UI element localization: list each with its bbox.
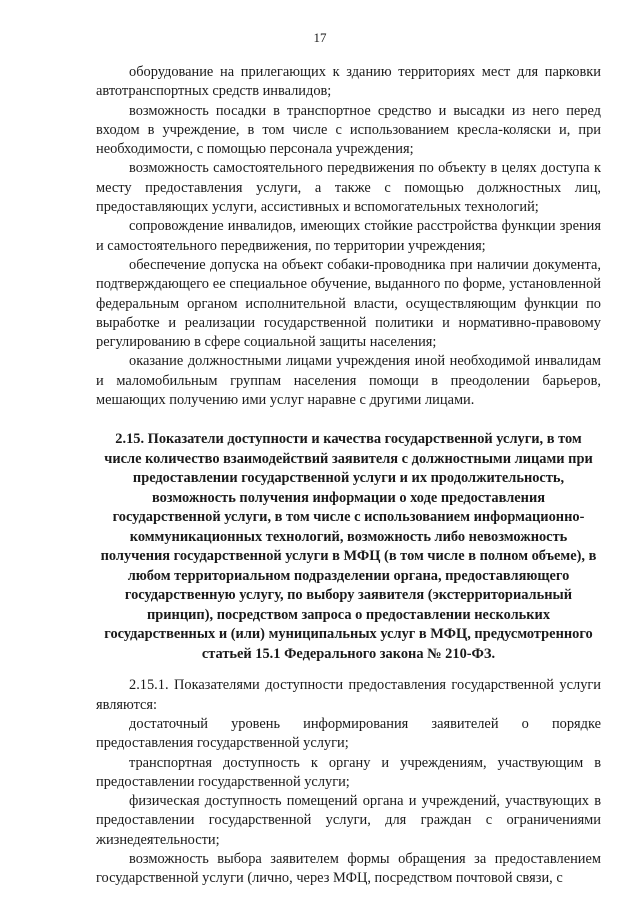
paragraph-transport-access: транспортная доступность к органу и учреждениям, участвующим в предоставлении государственной услуги; bbox=[96, 754, 601, 790]
document-body bbox=[96, 63, 601, 889]
paragraph-form-choice: возможность выбора заявителем формы обращения за предоставлением государственной услуги (лично, через МФЦ, посредством почтовой связи, с bbox=[96, 851, 601, 887]
paragraph-guide-dog: обеспечение допуска на объект собаки-проводника при наличии документа, подтверждающего ее специальное обучение, выданного по форме, установленной федеральным органом исполнительной власти, осуществляющим функции по выработке и реализации государственной политики и нормативно-правовому регулированию в сфере социальной защиты населения; bbox=[96, 256, 601, 351]
paragraph-2-15-1: 2.15.1. Показателями доступности предоставления государственной услуги являются: bbox=[96, 677, 601, 713]
paragraph-informing: достаточный уровень информирования заявителей о порядке предоставления государственной услуги; bbox=[96, 715, 601, 752]
paragraph-assistance: оказание должностными лицами учреждения иной необходимой инвалидам и маломобильным группам населения помощи в преодолении барьеров, мешающих получению ими услуг наравне с другими лицами. bbox=[96, 353, 601, 409]
paragraph-independent-movement: возможность самостоятельного передвижения по объекту в целях доступа к месту предоставления услуги, а также с помощью должностных лиц, предоставляющих услуги, ассистивных и вспомогательных технологий; bbox=[96, 160, 601, 216]
paragraph-physical-access: физическая доступность помещений органа и учреждений, участвующих в предоставлении государственной услуги, для граждан с ограничениями жизнедеятельности; bbox=[96, 793, 601, 848]
page-number: 17 bbox=[313, 30, 327, 45]
section-heading-2-15: 2.15. Показатели доступности и качества государственной услуги, в том числе количество взаимодействий заявителя с должностными лицами при предоставлении государственной услуги и их продолжительность, возможность получения информации о ходе предоставления государственной услуги, в том числе с использованием информационно-коммуникационных технологий, возможность либо невозможность получения государственной услуги в МФЦ (в том числе в полном объеме), в любом территориальном подразделении органа, предоставляющего государственную услугу, по выбору заявителя (экстерриториальный принцип), посредством запроса о предоставлении нескольких государственных и (или) муниципальных услуг в МФЦ, предусмотренного статьей 15.1 Федерального закона № 210-ФЗ. bbox=[100, 431, 597, 662]
paragraph-boarding: возможность посадки в транспортное средство и высадки из него перед входом в учреждение, в том числе с использованием кресла-коляски и, при необходимости, с помощью персонала учреждения; bbox=[96, 102, 601, 158]
paragraph-parking: оборудование на прилегающих к зданию территориях мест для парковки автотранспортных средств инвалидов; bbox=[96, 64, 601, 100]
paragraph-escort: сопровождение инвалидов, имеющих стойкие расстройства функции зрения и самостоятельного передвижения, по территории учреждения; bbox=[96, 218, 601, 254]
